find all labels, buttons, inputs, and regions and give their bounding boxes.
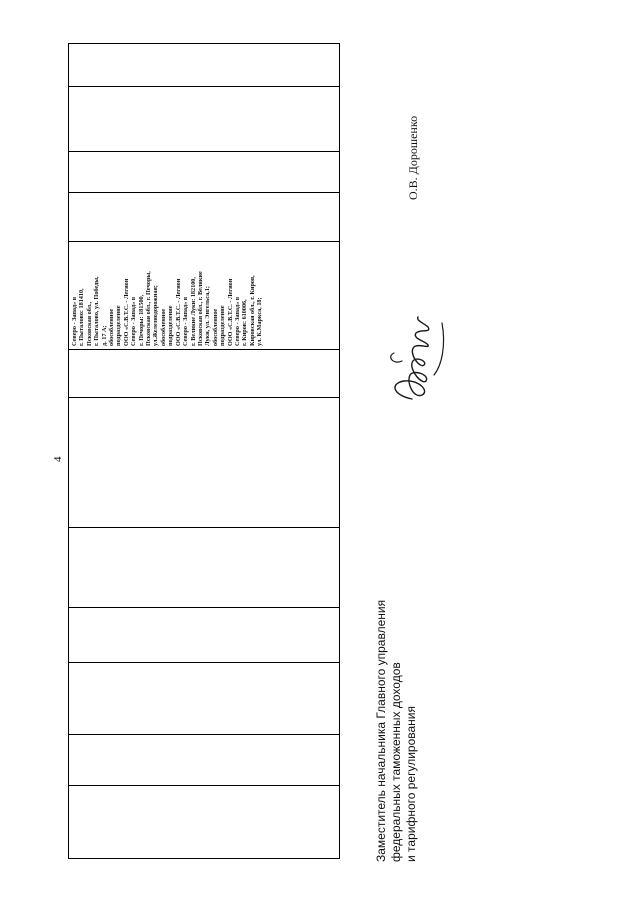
address-line: д. 17 А; [100,325,108,346]
table-column-divider [69,86,339,87]
address-line: г. Великие Луки: 182100, [189,277,197,346]
address-line: обособленное [211,308,219,346]
address-line: г. Печоры: 181500, [137,294,145,346]
address-line: обособленное [159,308,167,346]
address-line: подразделение [219,305,227,346]
address-line: ООО «С.В.Т.С. - Легион [174,278,182,346]
table-column-divider [69,151,339,152]
signer-name: О.В. Дорошенко [406,115,420,200]
address-line: Псковская обл., [85,301,93,346]
signer-title-line: федеральных таможенных доходов [389,662,403,862]
address-line: подразделение [167,305,175,346]
address-line: ООО «С.В.Т.С. - Легион [122,278,130,346]
data-table [68,43,340,859]
handwritten-signature [372,310,467,405]
address-line: Луки, ул. Энгельса,1; [204,286,212,346]
address-line: ООО «С.В.Т.С. - Легион [226,278,234,346]
table-column-divider [69,662,339,663]
address-line: г. Пыталово, ул. Победы, [93,276,101,346]
address-line: подразделение [115,305,123,346]
address-line: ул.Железнодорожная; [152,285,160,346]
address-line: Псковская обл., г. Великие [196,271,204,346]
address-line: Псковская обл., г. Печоры, [145,271,153,346]
table-column-divider [69,785,339,786]
address-line: Кировская обл., г. Киров, [248,275,256,346]
address-line: г. Пыталово: 181410, [78,288,86,346]
address-line: Северо - Запад» в [233,296,241,346]
signer-title-line: и тарифного регулирования [404,706,418,862]
table-column-divider [69,527,339,528]
address-line: Северо - Запад» в [182,296,190,346]
signer-title-line: Заместитель начальника Главного управления [374,599,388,862]
address-line: г. Киров: 610006, [241,299,249,346]
address-line: Северо - Запад» в [130,296,138,346]
table-column-divider [69,397,339,398]
table-column-divider [69,607,339,608]
page-number: 4 [52,456,64,462]
table-column-divider [69,192,339,193]
table-cell-addresses [69,242,339,350]
address-line: обособленное [108,308,116,346]
address-line: Северо - Запад» в [71,296,78,346]
table-column-divider [69,734,339,735]
signer-position-title [374,600,419,862]
address-line: ул. К.Маркса, 18; [256,297,264,346]
